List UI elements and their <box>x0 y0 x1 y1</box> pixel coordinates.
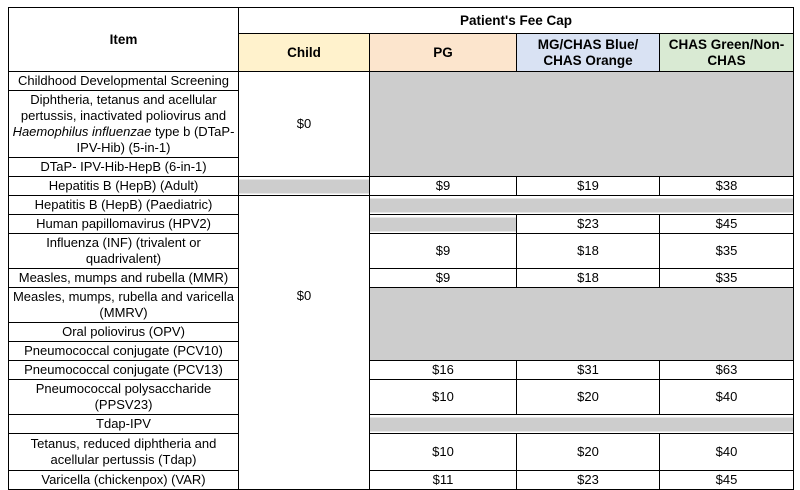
table-row <box>9 434 794 471</box>
item-text-part: type b (DTaP- IPV-Hib) (5-in-1) <box>76 124 235 155</box>
column-header-pg: PG <box>370 34 517 72</box>
fee-cell-green: $45 <box>660 471 794 490</box>
table-row <box>9 196 794 215</box>
na-cell <box>370 288 794 361</box>
item-cell <box>9 91 239 158</box>
item-cell: Childhood Developmental Screening <box>9 72 239 91</box>
fee-cell-pg: $9 <box>370 177 517 196</box>
table-row <box>9 380 794 415</box>
fee-cell-green: $45 <box>660 215 794 234</box>
na-cell <box>239 177 370 196</box>
table-row <box>9 269 794 288</box>
fee-cap-header: Patient's Fee Cap <box>239 8 794 34</box>
item-cell: Hepatitis B (HepB) (Adult) <box>9 177 239 196</box>
column-header-chas-green-non-chas: CHAS Green/Non-CHAS <box>660 34 794 72</box>
column-header-child: Child <box>239 34 370 72</box>
fee-cell-mg: $20 <box>517 380 660 415</box>
item-cell: Pneumococcal polysaccharide (PPSV23) <box>9 380 239 415</box>
fee-cell-pg: $9 <box>370 269 517 288</box>
fee-cap-table <box>8 7 794 490</box>
fee-cell-child-zero-bottom: $0 <box>239 196 370 490</box>
table-row <box>9 72 794 91</box>
fee-cell-mg: $20 <box>517 434 660 471</box>
item-cell: Oral poliovirus (OPV) <box>9 323 239 342</box>
fee-cell-child-zero-top: $0 <box>239 72 370 177</box>
fee-cell-green: $40 <box>660 434 794 471</box>
table-row <box>9 361 794 380</box>
item-cell: Hepatitis B (HepB) (Paediatric) <box>9 196 239 215</box>
fee-cell-mg: $23 <box>517 215 660 234</box>
fee-cell-pg: $11 <box>370 471 517 490</box>
column-header-mg-chas-blue-orange: MG/CHAS Blue/ CHAS Orange <box>517 34 660 72</box>
item-text-part: Diphtheria, tetanus and acellular pertussis, inactivated poliovirus and <box>20 92 227 123</box>
item-cell: DTaP- IPV-Hib-HepB (6-in-1) <box>9 158 239 177</box>
table-row <box>9 215 794 234</box>
fee-cell-mg: $23 <box>517 471 660 490</box>
header-row-top <box>9 8 794 34</box>
na-cell <box>370 72 794 177</box>
item-cell: Pneumococcal conjugate (PCV10) <box>9 342 239 361</box>
fee-cell-pg: $10 <box>370 434 517 471</box>
table-row <box>9 415 794 434</box>
fee-cell-green: $38 <box>660 177 794 196</box>
na-cell <box>370 196 794 215</box>
fee-cell-pg: $16 <box>370 361 517 380</box>
table-row <box>9 288 794 323</box>
na-cell <box>370 415 794 434</box>
item-cell: Human papillomavirus (HPV2) <box>9 215 239 234</box>
fee-cell-mg: $31 <box>517 361 660 380</box>
item-cell: Influenza (INF) (trivalent or quadrivalent) <box>9 234 239 269</box>
fee-cell-green: $35 <box>660 234 794 269</box>
item-cell: Measles, mumps, rubella and varicella (MMRV) <box>9 288 239 323</box>
fee-cell-pg: $10 <box>370 380 517 415</box>
table-row <box>9 177 794 196</box>
fee-cell-green: $63 <box>660 361 794 380</box>
item-cell: Varicella (chickenpox) (VAR) <box>9 471 239 490</box>
fee-cell-mg: $18 <box>517 269 660 288</box>
fee-cell-green: $35 <box>660 269 794 288</box>
table-row <box>9 471 794 490</box>
item-cell: Measles, mumps and rubella (MMR) <box>9 269 239 288</box>
item-column-header: Item <box>9 8 239 72</box>
table-row <box>9 234 794 269</box>
na-cell <box>370 215 517 234</box>
fee-cell-mg: $18 <box>517 234 660 269</box>
item-cell: Tetanus, reduced diphtheria and acellular pertussis (Tdap) <box>9 434 239 471</box>
item-cell: Pneumococcal conjugate (PCV13) <box>9 361 239 380</box>
fee-cell-green: $40 <box>660 380 794 415</box>
item-cell: Tdap-IPV <box>9 415 239 434</box>
fee-cell-pg: $9 <box>370 234 517 269</box>
item-text-italic: Haemophilus influenzae <box>12 124 152 139</box>
fee-cell-mg: $19 <box>517 177 660 196</box>
